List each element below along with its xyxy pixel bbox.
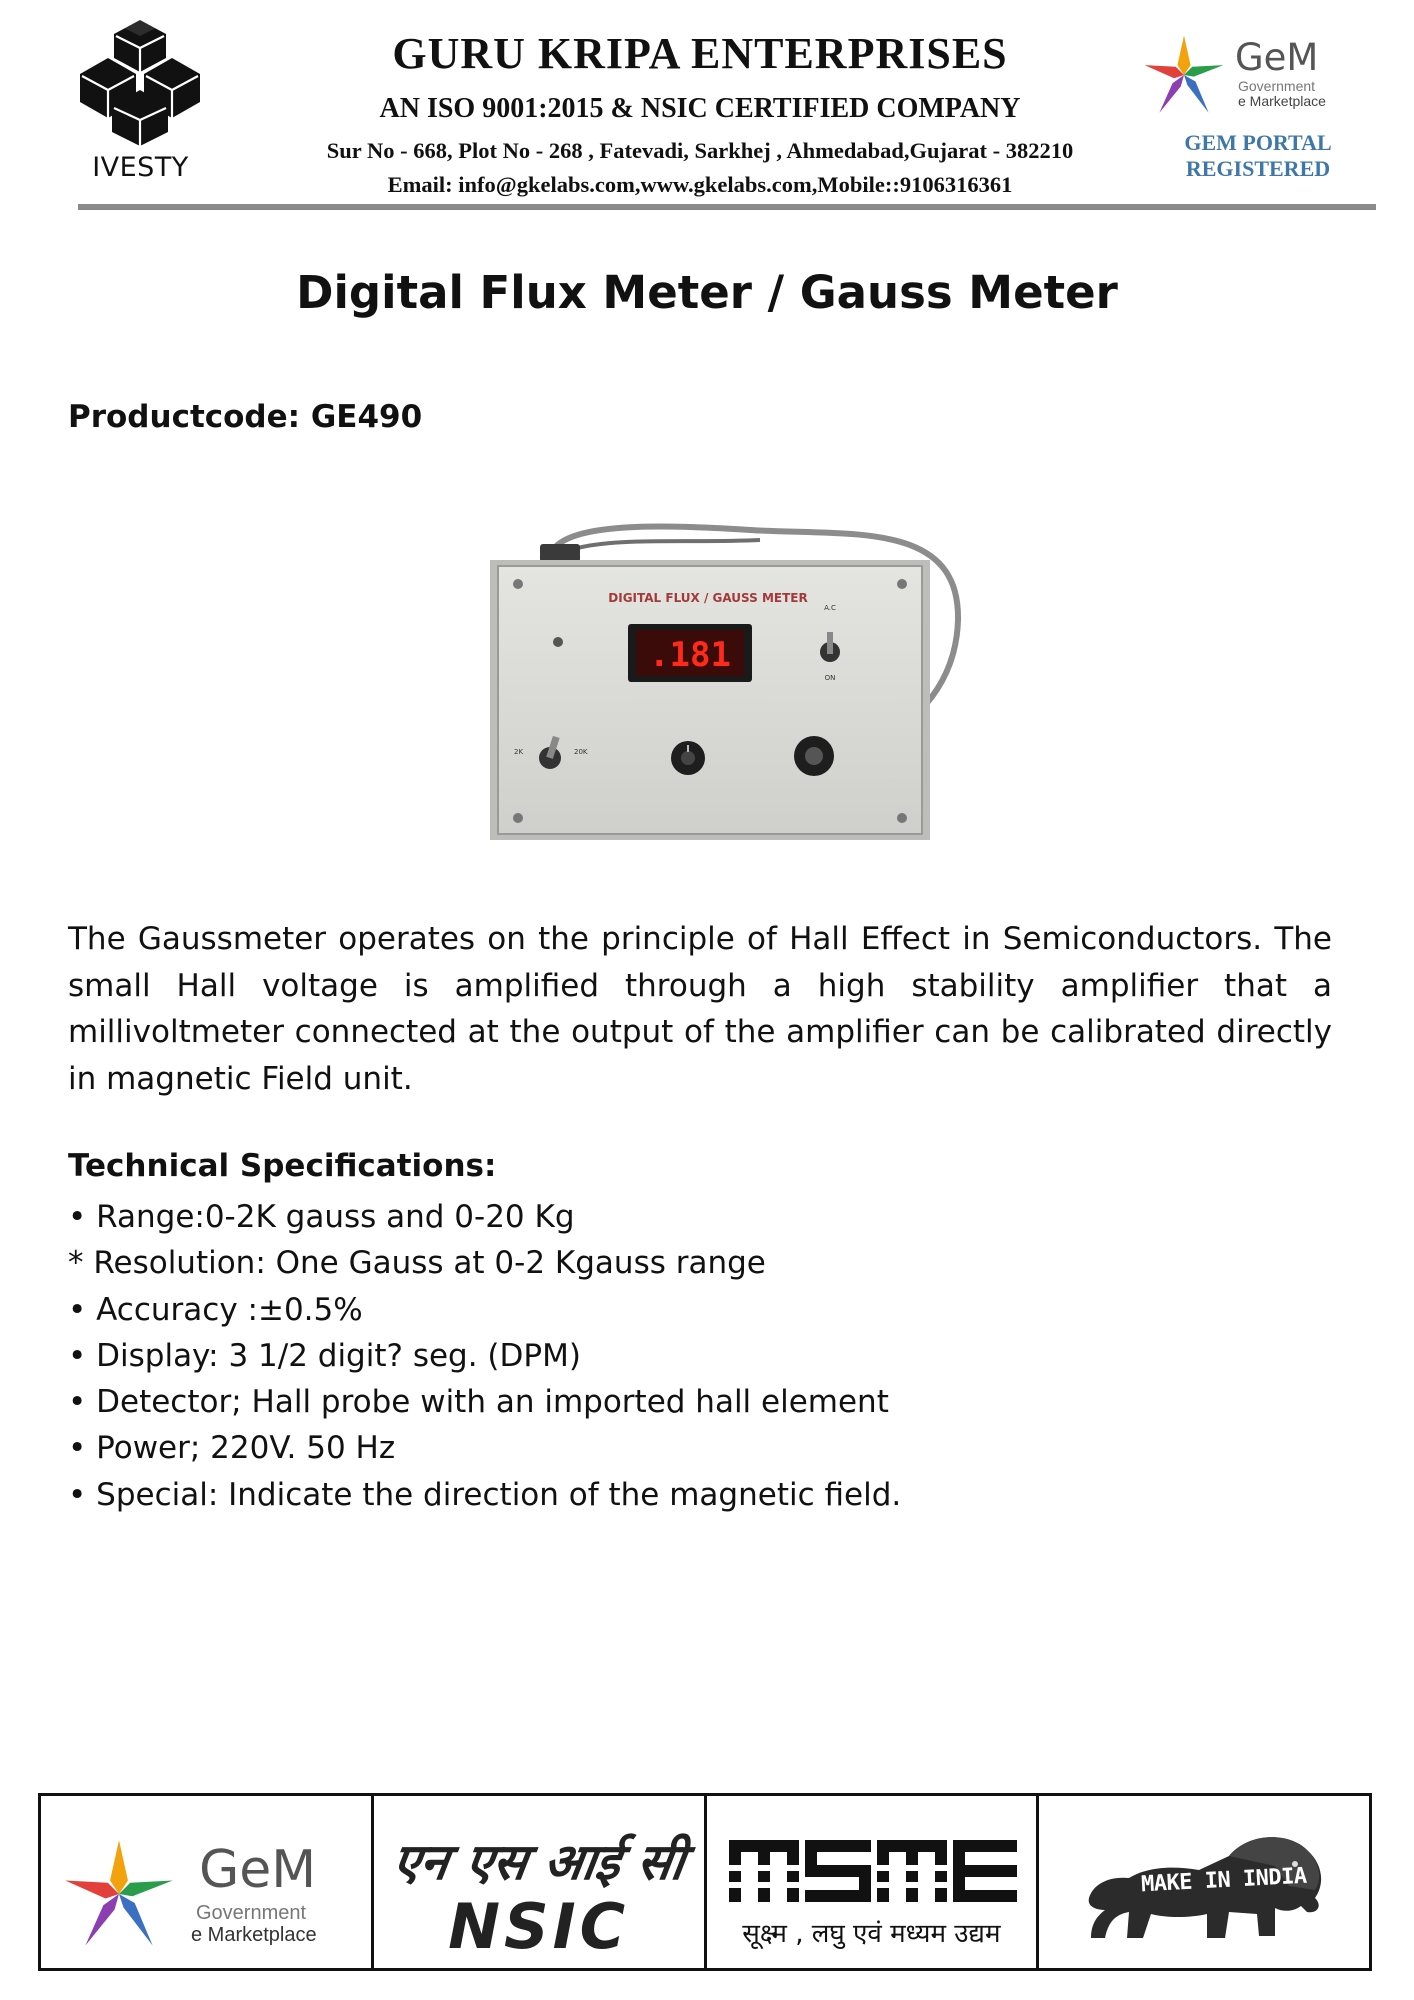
spec-item: • Range:0-2K gauss and 0-20 Kg bbox=[68, 1199, 575, 1235]
spec-item: • Power; 220V. 50 Hz bbox=[68, 1430, 396, 1467]
spec-item: • Accuracy :±0.5% bbox=[68, 1291, 363, 1328]
gem-government-text: Government bbox=[1238, 78, 1316, 94]
footer-gem-logo bbox=[41, 1796, 374, 1968]
svg-text:A.C: A.C bbox=[824, 604, 836, 612]
gem-marketplace-text: e Marketplace bbox=[1238, 93, 1326, 109]
gem-portal-registered bbox=[1138, 130, 1378, 182]
spec-item: • Special: Indicate the direction of the magnetic field. bbox=[68, 1476, 902, 1513]
gem-star-icon bbox=[63, 1836, 175, 1952]
gem-portal-line-1: GEM PORTAL bbox=[1184, 130, 1332, 155]
product-code: Productcode: GE490 bbox=[68, 399, 423, 435]
footer-logo-strip bbox=[38, 1793, 1372, 1971]
footer-gem-government: Government bbox=[196, 1902, 307, 1924]
ivesty-logo-text: IVESTY bbox=[92, 152, 189, 183]
spec-list bbox=[68, 1194, 901, 1518]
header-divider bbox=[78, 204, 1376, 210]
probe-socket bbox=[794, 736, 834, 776]
company-tagline: AN ISO 9001:2015 & NSIC CERTIFIED COMPANY bbox=[379, 93, 1021, 124]
product-description: The Gaussmeter operates on the principle of Hall Effect in Semiconductors. The small Hall voltage is amplified through a high stability amplifier that a millivoltmeter connected at the output of the amplifier can be calibrated directly in magnetic Field unit. bbox=[68, 921, 1332, 1097]
footer-gem-marketplace: e Marketplace bbox=[191, 1924, 317, 1946]
msme-wordmark-icon bbox=[729, 1840, 1017, 1902]
spec-item: • Detector; Hall probe with an imported hall element bbox=[68, 1384, 889, 1421]
product-photo bbox=[490, 500, 970, 850]
footer-msme-logo bbox=[707, 1796, 1040, 1968]
svg-text:20K: 20K bbox=[574, 748, 588, 756]
gem-brand-text: GeM bbox=[1235, 36, 1319, 79]
footer-gem-brand: GeM bbox=[199, 1840, 317, 1900]
company-address: Sur No - 668, Plot No - 268 , Fatevadi, Sarkhej , Ahmedabad,Gujarat - 382210 bbox=[326, 138, 1074, 163]
spec-heading: Technical Specifications: bbox=[68, 1148, 497, 1184]
document-title: Digital Flux Meter / Gauss Meter bbox=[296, 266, 1118, 319]
svg-text:2K: 2K bbox=[514, 748, 524, 756]
spec-item: • Display: 3 1/2 digit? seg. (DPM) bbox=[68, 1337, 581, 1374]
msme-hindi-text: सूक्ष्म , लघु एवं मध्यम उद्यम bbox=[742, 1919, 1001, 1949]
footer-make-in-india-logo bbox=[1039, 1796, 1369, 1968]
meter-front-panel bbox=[498, 566, 922, 834]
make-in-india-text: MAKE IN INDIA bbox=[1140, 1863, 1308, 1898]
gem-portal-badge bbox=[1138, 30, 1378, 190]
indicator-led bbox=[553, 637, 563, 647]
panel-label: DIGITAL FLUX / GAUSS METER bbox=[608, 591, 808, 605]
display-reading: .181 bbox=[649, 635, 731, 675]
company-name: GURU KRIPA ENTERPRISES bbox=[392, 29, 1008, 78]
footer-nsic-logo bbox=[374, 1796, 707, 1968]
gem-star-icon bbox=[1143, 32, 1225, 118]
gem-portal-line-2: REGISTERED bbox=[1185, 156, 1331, 181]
spec-item: * Resolution: One Gauss at 0-2 Kgauss range bbox=[68, 1245, 766, 1282]
company-contact: Email: info@gkelabs.com,www.gkelabs.com,Mobile::9106316361 bbox=[387, 172, 1013, 197]
svg-text:ON: ON bbox=[824, 674, 836, 682]
nsic-latin-text: NSIC bbox=[448, 1890, 630, 1963]
calibration-knob bbox=[671, 741, 705, 775]
nsic-hindi-text: एन एस आई सी bbox=[388, 1833, 689, 1891]
